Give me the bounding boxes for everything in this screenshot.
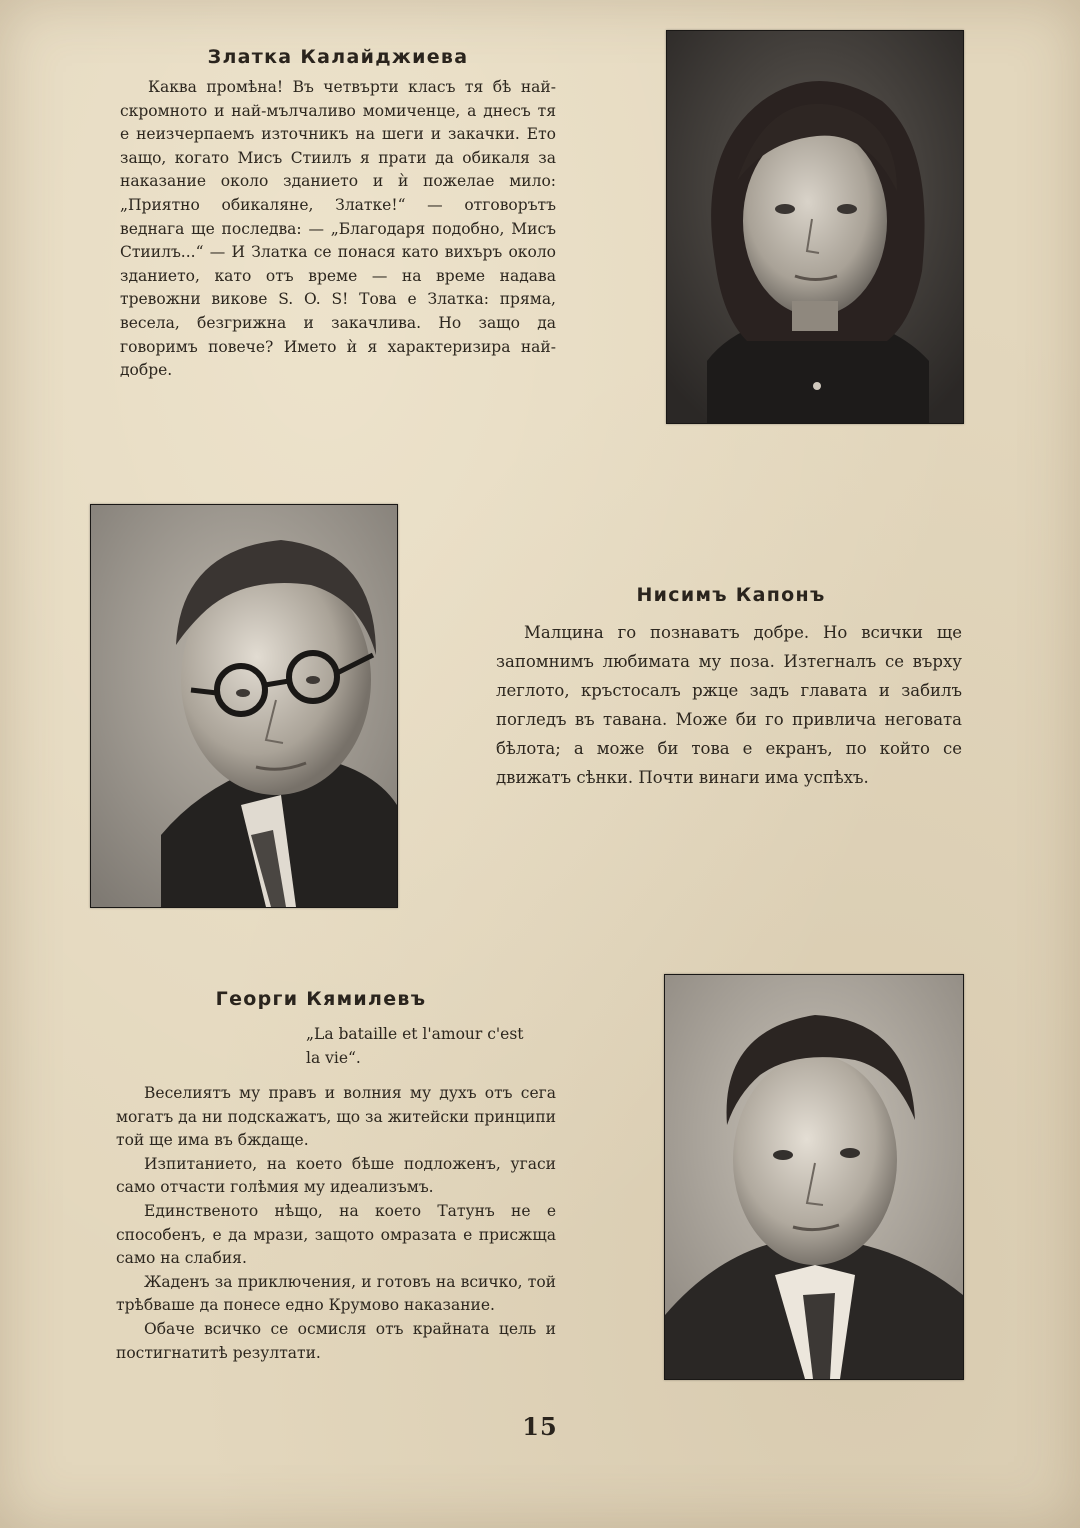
bio-paragraph: Обаче всичко се осмисля отъ крайната цель и постигнатитѣ резултати. <box>116 1319 556 1362</box>
bio-paragraph: Каква промѣна! Въ четвърти класъ тя бѣ най-скромното и най-мълчаливо момиченце, а днесъ тя е неизчерпаемъ източникъ на шеги и закачки. Ето защо, когато Мисъ Стиилъ я прати да обикаля за наказание около зданието и ѝ пожелае мило: „Приятно обикаляне, Златке!“ — отговорътъ веднага ще последва: — „Благодаря подобно, Мисъ Стиилъ...“ — И Златка се понася като вихъръ около зданието, като отъ време — на време надава тревожни викове S. O. S! Това е Златка: пряма, весела, безгрижна и закачлива. Но защо да говоримъ повече? Името ѝ я характеризира най-добре. <box>120 78 556 380</box>
bio-paragraph: Изпитанието, на което бѣше подложенъ, угаси само отчасти голѣмия му идеализъмъ. <box>116 1154 556 1197</box>
bio-text-georgi <box>116 1082 556 1365</box>
portrait-young-man-glasses-image <box>91 505 397 907</box>
bio-section-zlatka <box>120 46 556 383</box>
bio-name-georgi: Георги Кямилевъ <box>215 988 427 1010</box>
bio-name-zlatka: Златка Калайджиева <box>207 46 469 68</box>
portrait-young-woman-image <box>667 31 963 423</box>
epigraph-line: „La bataille et l'amour c'est <box>306 1025 524 1043</box>
epigraph-line: la vie“. <box>306 1049 361 1067</box>
portrait-photo-zlatka <box>666 30 964 424</box>
bio-paragraph: Малцина го познаватъ добре. Но всички ще запомнимъ любимата му поза. Изтегналъ се върху леглото, кръстосалъ ржце задъ главата и забилъ погледъ въ тавана. Може би го привлича неговата бѣлота; а може би това е екранъ, по който се движатъ сѣнки. Почти винаги има успѣхъ. <box>496 623 962 787</box>
bio-paragraph: Веселиятъ му правъ и волния му духъ отъ сега могатъ да ни подскажатъ, що за житейски принципи той ще има въ бждаще. <box>116 1084 556 1150</box>
portrait-young-man-image <box>665 975 963 1379</box>
portrait-photo-georgi <box>664 974 964 1380</box>
bio-section-georgi <box>116 988 556 1365</box>
portrait-photo-nisim <box>90 504 398 908</box>
page-number: 15 <box>522 1412 558 1441</box>
bio-name-nisim: Нисимъ Капонъ <box>636 584 826 606</box>
bio-section-nisim <box>496 584 962 792</box>
bio-text-nisim <box>496 618 962 792</box>
bio-paragraph: Единственото нѣщо, на което Татунъ не е способенъ, е да мрази, защото омразата е присжща само на слабия. <box>116 1201 556 1268</box>
bio-epigraph-georgi <box>306 1022 556 1070</box>
bio-paragraph: Жаденъ за приключения, и готовъ на всичко, той трѣбваше да понесе едно Крумово наказание. <box>116 1272 556 1315</box>
bio-text-zlatka <box>120 76 556 383</box>
